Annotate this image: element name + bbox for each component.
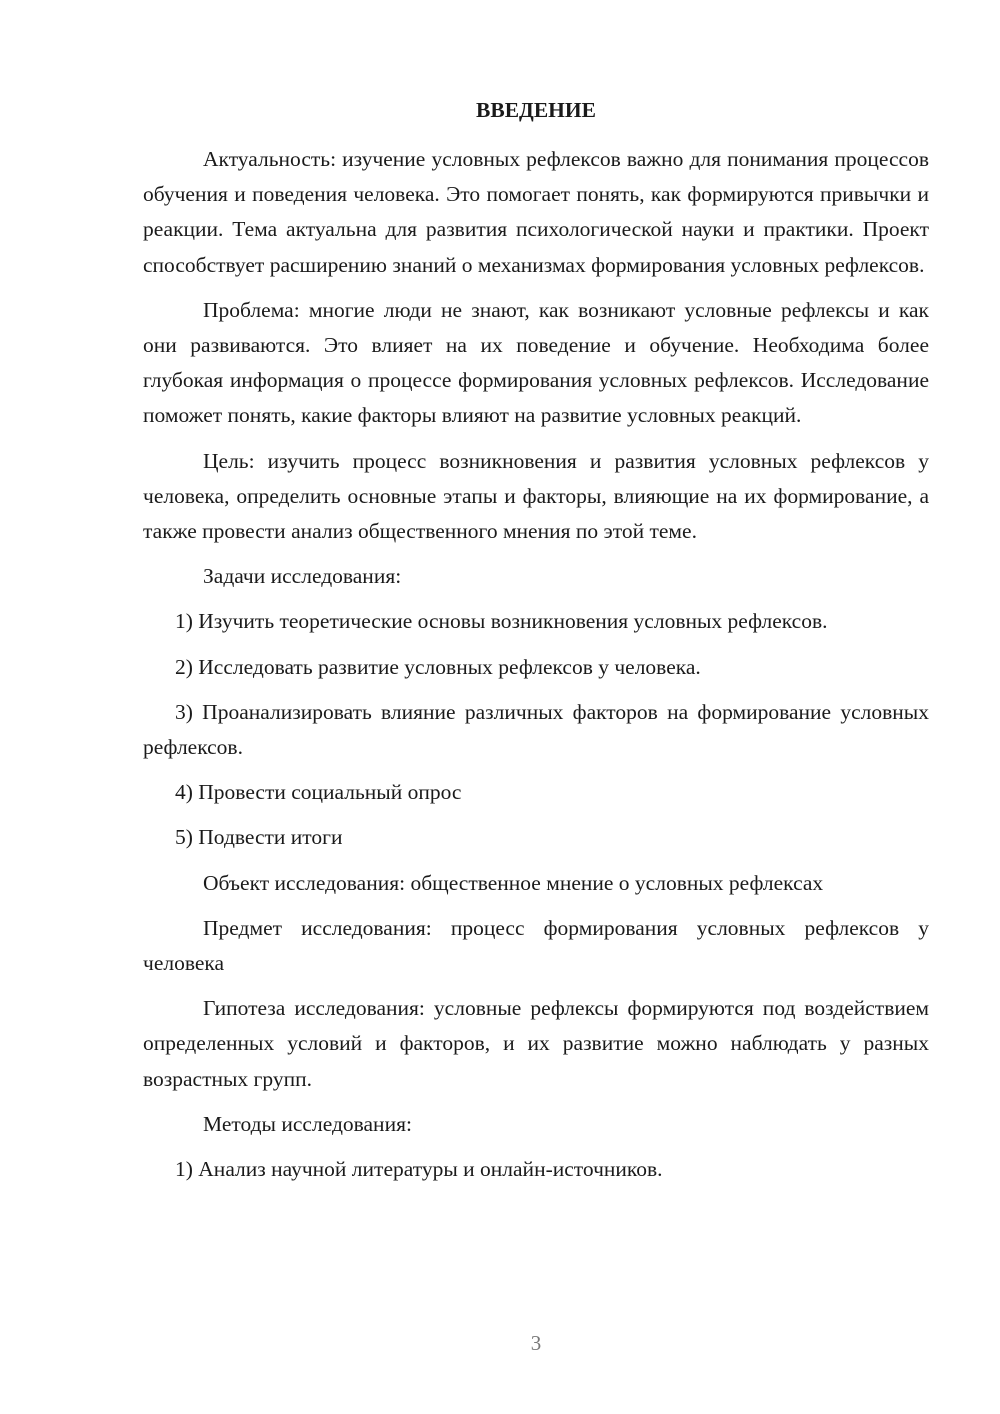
relevance-paragraph: Актуальность: изучение условных рефлексов важно для понимания процессов обучения и поведения человека. Это помогает понять, как формируются привычки и реакции. Тема актуальна для развития психологической науки и практики. Проект способствует расширению знаний о механизмах формирования условных рефлексов. [143, 147, 929, 277]
task-item: 4) Провести социальный опрос [175, 780, 462, 805]
tasks-title: Задачи исследования: [203, 564, 402, 589]
page-title: ВВЕДЕНИЕ [476, 98, 596, 122]
methods-title: Методы исследования: [203, 1111, 412, 1136]
task-item: 2) Исследовать развитие условных рефлексов у человека. [175, 654, 701, 679]
page-content [143, 92, 929, 1197]
subject-paragraph: Предмет исследования: процесс формирования условных рефлексов у человека [143, 915, 929, 976]
object-paragraph: Объект исследования: общественное мнение о условных рефлексах [203, 870, 824, 895]
page-number: 3 [530, 1331, 542, 1355]
task-item: 5) Подвести итоги [175, 825, 343, 850]
goal-paragraph: Цель: изучить процесс возникновения и развития условных рефлексов у человека, определить основные этапы и факторы, влияющие на их формирование, а также провести анализ общественного мнения по этой теме. [143, 448, 929, 544]
hypothesis-paragraph: Гипотеза исследования: условные рефлексы формируются под воздействием определенных условий и факторов, и их развитие можно наблюдать у разных возрастных групп. [143, 996, 929, 1091]
method-item: 1) Анализ научной литературы и онлайн-источников. [175, 1157, 663, 1182]
problem-paragraph: Проблема: многие люди не знают, как возникают условные рефлексы и как они развиваются. Это влияет на их поведение и обучение. Необходима более глубокая информация о процессе формирования условных рефлексов. Исследование поможет понять, какие факторы влияют на развитие условных реакций. [143, 297, 929, 428]
task-item: 3) Проанализировать влияние различных факторов на формирование условных рефлексов. [143, 699, 929, 760]
task-item: 1) Изучить теоретические основы возникновения условных рефлексов. [175, 609, 828, 634]
